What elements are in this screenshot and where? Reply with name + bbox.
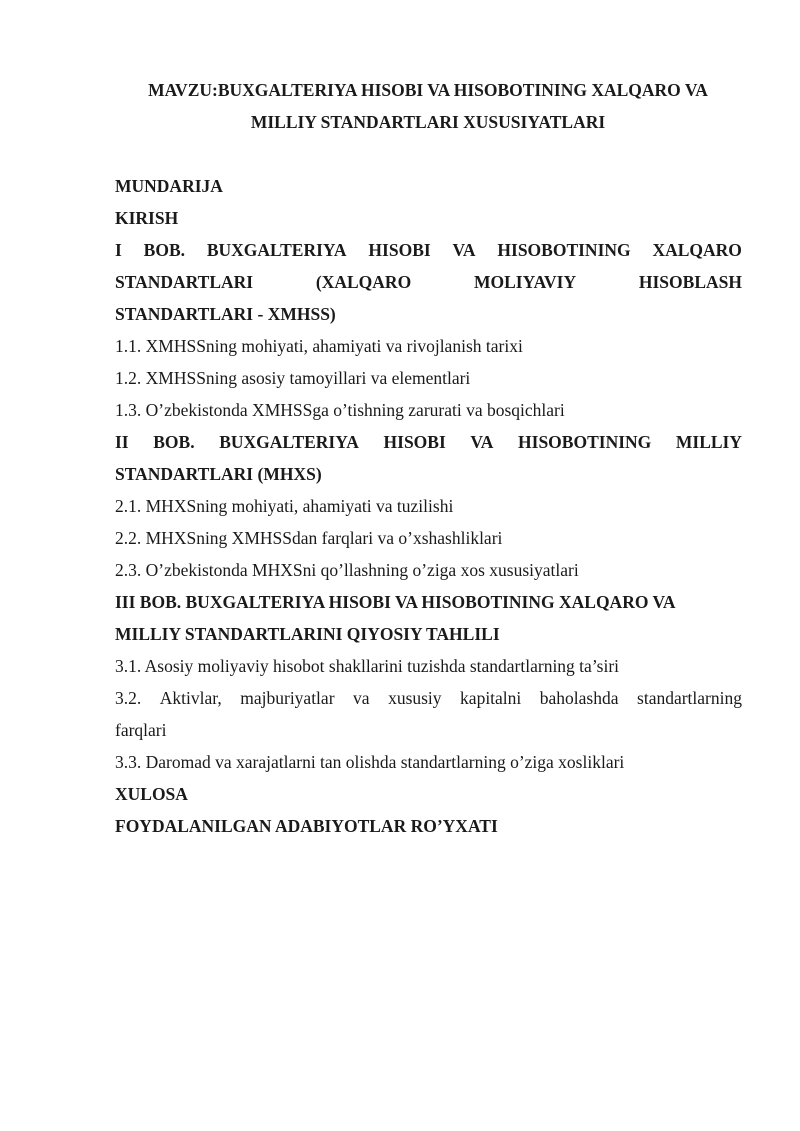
- toc-item-2-1: 2.1. MHXSning mohiyati, ahamiyati va tuzilishi: [115, 496, 454, 516]
- word: (XALQARO: [315, 272, 412, 292]
- word: MOLIYAVIY: [473, 272, 577, 292]
- toc-item-1-1: 1.1. XMHSSning mohiyati, ahamiyati va rivojlanish tarixi: [115, 336, 523, 356]
- word: BOB.: [143, 240, 185, 260]
- word: XALQARO: [652, 240, 742, 260]
- toc-item-1-3: 1.3. O’zbekistonda XMHSSga o’tishning zarurati va bosqichlari: [115, 400, 565, 420]
- chapter-2-heading-line-1: [115, 426, 742, 458]
- title-line-1: MAVZU:BUXGALTERIYA HISOBI VA HISOBOTINING XALQARO VA: [148, 80, 708, 100]
- word: xususiy: [388, 688, 442, 708]
- chapter-3-heading-line-2: MILLIY STANDARTLARINI QIYOSIY TAHLILI: [115, 624, 500, 644]
- word: HISOBI: [368, 240, 431, 260]
- toc-item-2-2: 2.2. MHXSning XMHSSdan farqlari va o’xshashliklari: [115, 528, 503, 548]
- toc-references: FOYDALANILGAN ADABIYOTLAR RO’YXATI: [115, 816, 498, 836]
- word: BUXGALTERIYA: [206, 240, 347, 260]
- word: VA: [452, 240, 476, 260]
- toc-heading: MUNDARIJA: [115, 176, 223, 196]
- word: Aktivlar,: [159, 688, 222, 708]
- title-line-2: MILLIY STANDARTLARI XUSUSIYATLARI: [250, 112, 606, 132]
- chapter-1-heading-line-1: [115, 234, 742, 266]
- toc-item-3-3: 3.3. Daromad va xarajatlarni tan olishda standartlarning o’ziga xosliklari: [115, 752, 625, 772]
- word: BOB.: [153, 432, 195, 452]
- chapter-2-heading-line-2: STANDARTLARI (MHXS): [115, 464, 322, 484]
- word: baholashda: [539, 688, 619, 708]
- word: HISOBI: [383, 432, 446, 452]
- word: standartlarning: [637, 688, 742, 708]
- toc-item-3-2-continued: farqlari: [115, 720, 167, 740]
- word: HISOBOTINING: [497, 240, 631, 260]
- word: VA: [470, 432, 494, 452]
- word: STANDARTLARI: [115, 272, 254, 292]
- word: BUXGALTERIYA: [219, 432, 359, 452]
- word: MILLIY: [675, 432, 742, 452]
- word: II: [115, 432, 129, 452]
- toc-intro: KIRISH: [115, 208, 179, 228]
- chapter-1-heading-line-3: STANDARTLARI - XMHSS): [115, 304, 336, 324]
- toc-item-3-1: 3.1. Asosiy moliyaviy hisobot shakllarini tuzishda standartlarning ta’siri: [115, 656, 620, 676]
- table-of-contents: [115, 170, 742, 842]
- word: kapitalni: [460, 688, 522, 708]
- document-title: [100, 74, 756, 138]
- word: 3.2.: [115, 688, 142, 708]
- word: va: [353, 688, 370, 708]
- word: HISOBLASH: [638, 272, 742, 292]
- toc-item-2-3: 2.3. O’zbekistonda MHXSni qo’llashning o’ziga xos xususiyatlari: [115, 560, 579, 580]
- chapter-3-heading-line-1: III BOB. BUXGALTERIYA HISOBI VA HISOBOTINING XALQARO VA: [115, 592, 676, 612]
- toc-conclusion: XULOSA: [115, 784, 188, 804]
- chapter-1-heading-line-2: [115, 266, 742, 298]
- toc-item-1-2: 1.2. XMHSSning asosiy tamoyillari va elementlari: [115, 368, 471, 388]
- word: HISOBOTINING: [518, 432, 652, 452]
- toc-item-3-2: [115, 682, 742, 714]
- word: I: [115, 240, 122, 260]
- word: majburiyatlar: [240, 688, 335, 708]
